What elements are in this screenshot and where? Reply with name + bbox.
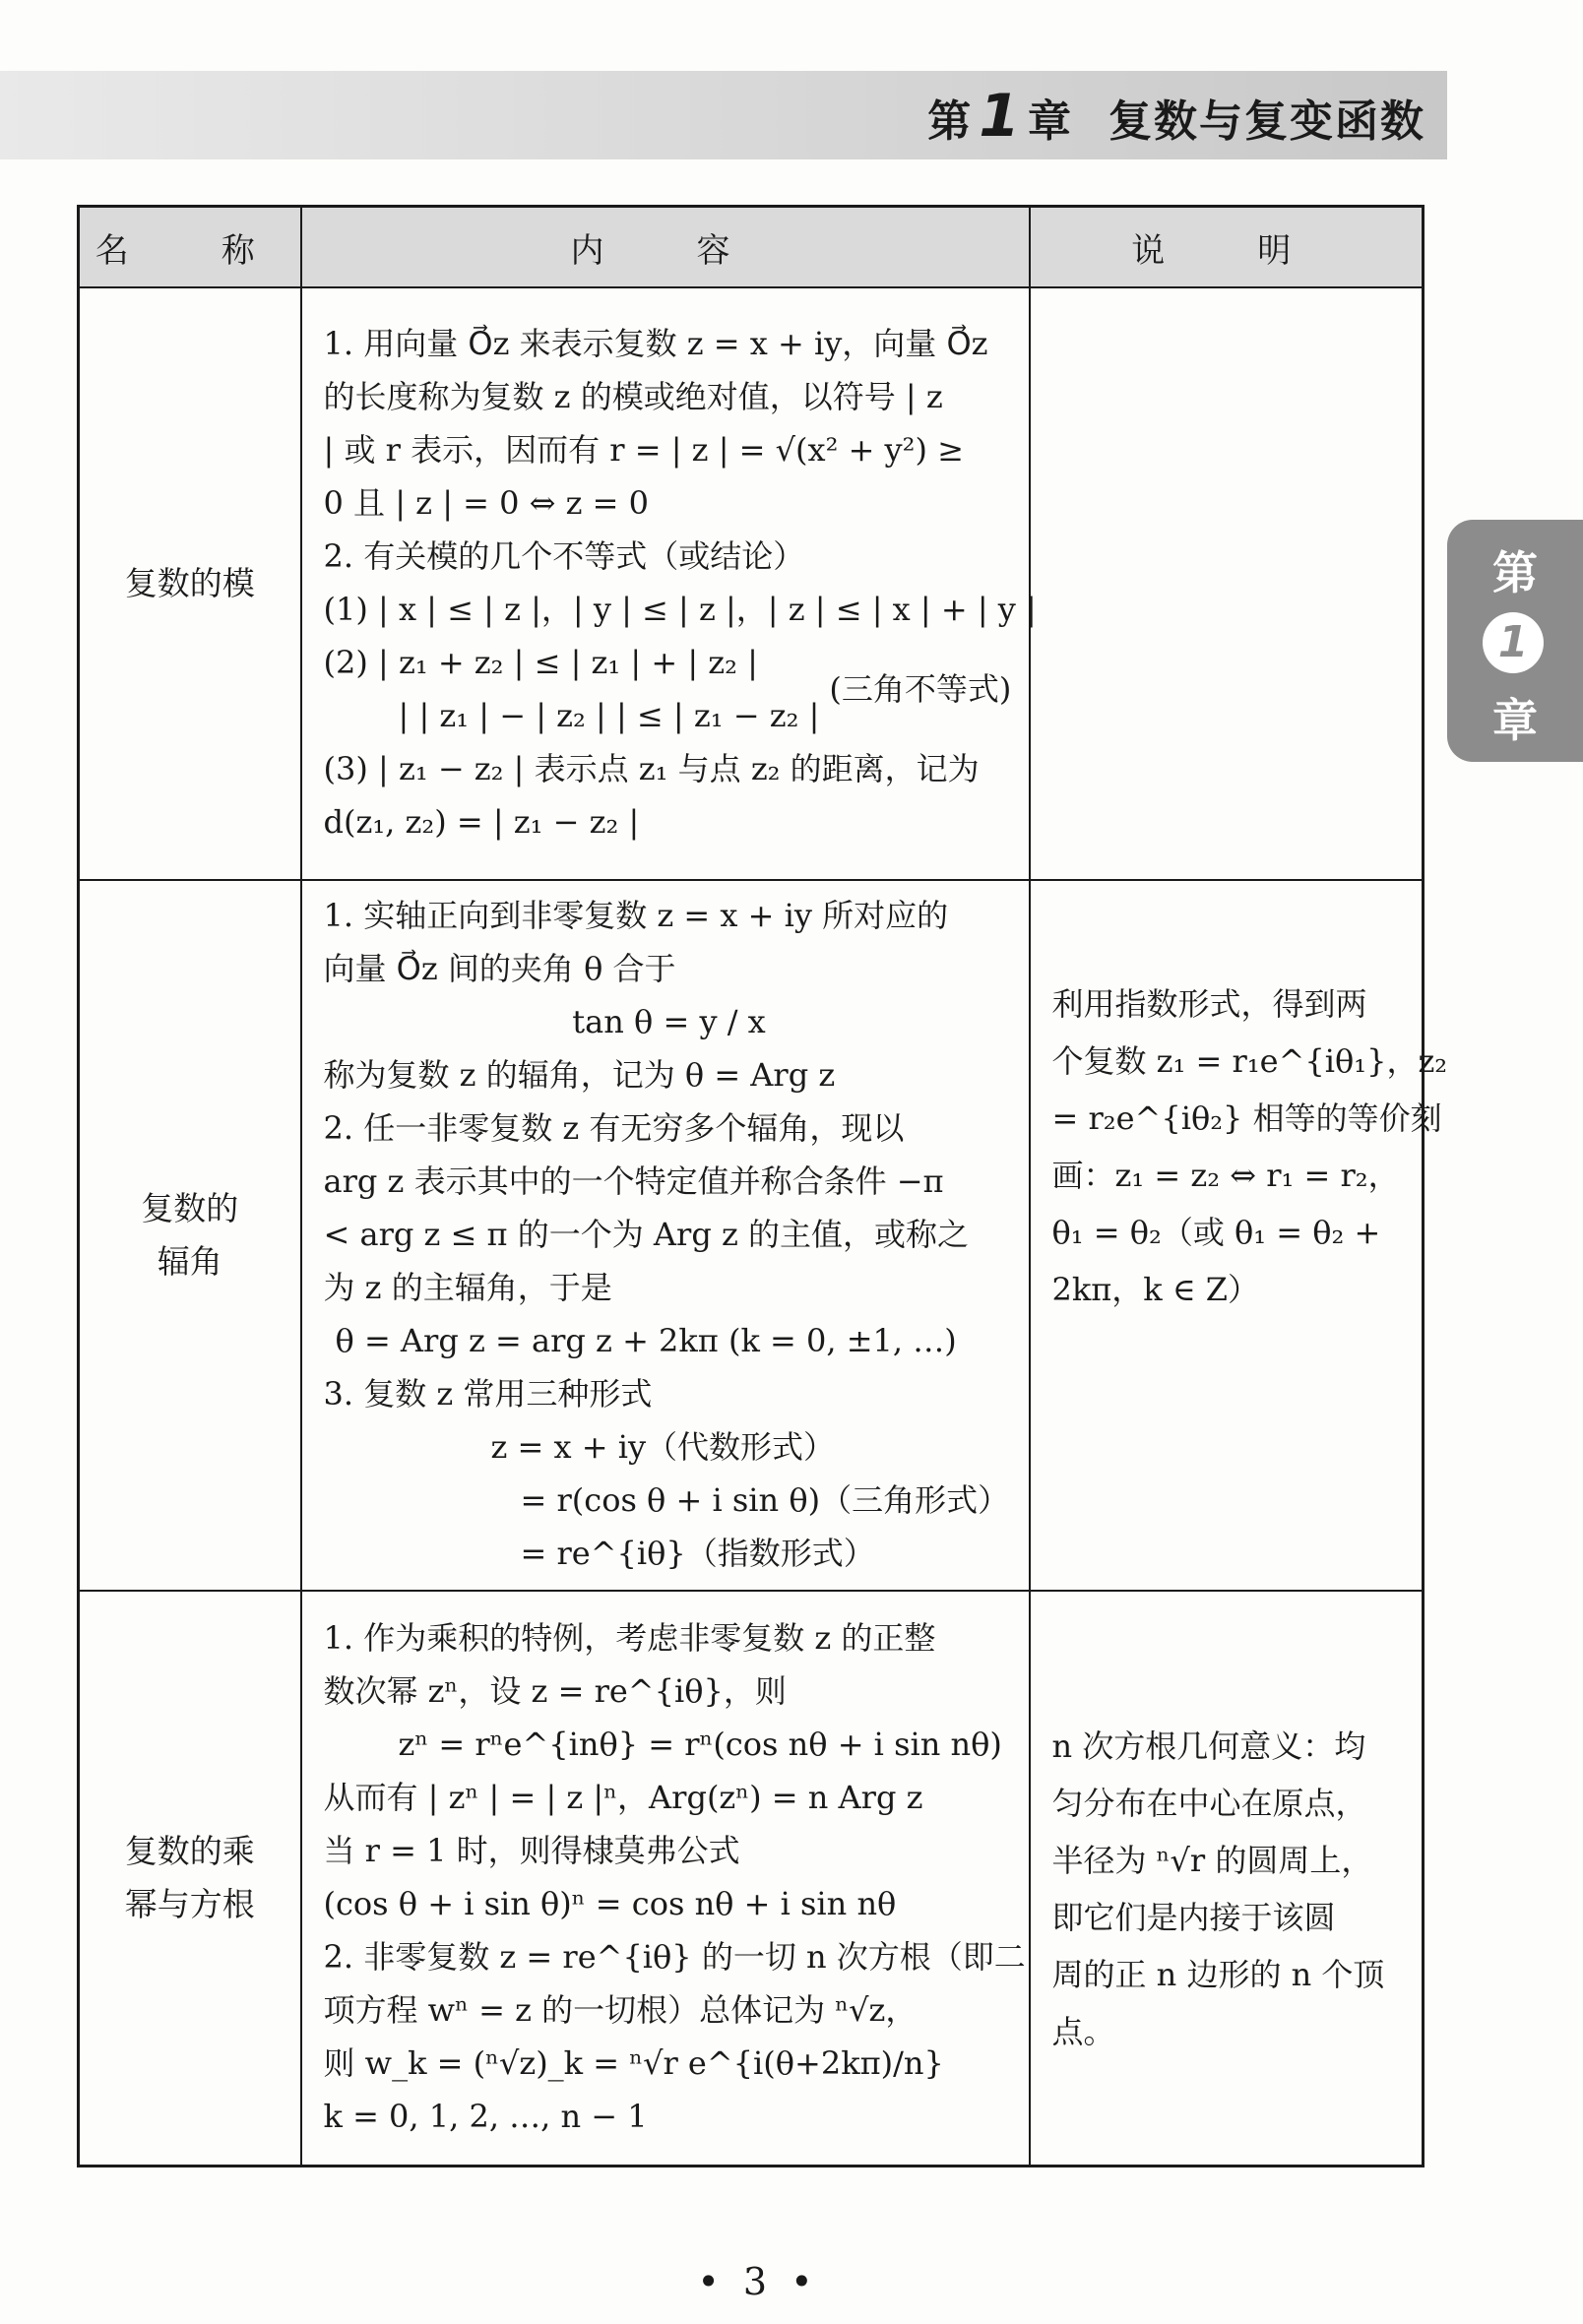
note-line: 即它们是内接于该圆 — [1051, 1899, 1336, 1936]
triangle-inequality-group — [324, 636, 1015, 742]
content-line: 则 w_k = (ⁿ√z)_k = ⁿ√r e^{i(θ+2kπ)/n} — [323, 2043, 944, 2082]
chapter-side-tab[interactable] — [1447, 520, 1583, 762]
content-line: arg z 表示其中的一个特定值并称合条件 −π — [323, 1162, 944, 1200]
note-line: 周的正 n 边形的 n 个顶 — [1051, 1956, 1385, 1993]
row-name-text: 辐角 — [157, 1242, 222, 1281]
content-line: zⁿ = rⁿe^{inθ} = rⁿ(cos nθ + i sin nθ) — [398, 1725, 1002, 1763]
row-content — [301, 287, 1037, 880]
content-line: (2) | z₁ + z₂ | ≤ | z₁ | + | z₂ | — [323, 644, 758, 681]
content-line: 1. 作为乘积的特例，考虑非零复数 z 的正整 — [323, 1618, 936, 1657]
content-line: k = 0, 1, 2, …, n − 1 — [323, 2097, 648, 2135]
row-name-text: 复数的 — [141, 1189, 239, 1227]
table-row — [79, 880, 1424, 1591]
header-note: 说 明 — [1030, 207, 1424, 288]
content-line: 项方程 wⁿ = z 的一切根）总体记为 ⁿ√z， — [323, 1990, 918, 2029]
summary-table — [77, 205, 1448, 2167]
note-line: n 次方根几何意义：均 — [1051, 1727, 1366, 1765]
side-tab-top: 第 — [1492, 546, 1538, 599]
content-line: 0 且 | z | = 0 ⇔ z = 0 — [323, 484, 650, 522]
note-line: 画：z₁ = z₂ ⇔ r₁ = r₂， — [1051, 1157, 1400, 1194]
content-line: 为 z 的主辐角，于是 — [323, 1269, 612, 1306]
note-line: 2kπ，k ∈ Z） — [1051, 1271, 1259, 1308]
row-name — [79, 1591, 301, 2166]
content-line: 1. 用向量 O⃗z 来表示复数 z = x + iy，向量 O⃗z — [323, 325, 988, 362]
chapter-suffix: 章 — [1028, 96, 1073, 147]
note-line: 半径为 ⁿ√r 的圆周上， — [1051, 1842, 1373, 1879]
chapter-title — [927, 82, 1425, 151]
note-line: 点。 — [1051, 2013, 1115, 2050]
content-line: | 或 r 表示，因而有 r = | z | = √(x² + y²) ≥ — [323, 431, 964, 469]
row-name-text: 幂与方根 — [124, 1884, 255, 1923]
page-number: • 3 • — [697, 2260, 819, 2303]
content-line: 称为复数 z 的辐角，记为 θ = Arg z — [323, 1056, 836, 1094]
table-row — [79, 287, 1424, 880]
row-name — [79, 287, 301, 880]
table-row — [79, 1591, 1424, 2166]
triangle-inequality-label: (三角不等式) — [829, 670, 1012, 708]
content-line: (cos θ + i sin θ)ⁿ = cos nθ + i sin nθ — [323, 1884, 897, 1922]
content-line: z = x + iy（代数形式） — [490, 1428, 836, 1466]
table-header-row — [79, 207, 1424, 288]
note-line: 个复数 z₁ = r₁e^{iθ₁}，z₂ — [1051, 1042, 1448, 1080]
row-name-text: 复数的模 — [124, 564, 255, 602]
row-content — [301, 880, 1030, 1591]
row-name-text: 复数的乘 — [124, 1831, 255, 1870]
content-line: 当 r = 1 时，则得棣莫弗公式 — [323, 1831, 740, 1869]
chapter-prefix: 第 — [927, 96, 974, 147]
content-line: θ = Arg z = arg z + 2kπ (k = 0, ±1, …) — [335, 1322, 957, 1359]
content-line: = re^{iθ}（指数形式） — [520, 1535, 875, 1572]
content-line: 2. 有关模的几个不等式（或结论） — [323, 537, 805, 575]
side-tab-number: 1 — [1483, 612, 1544, 673]
content-line: | | z₁ | − | z₂ | | ≤ | z₁ − z₂ | — [398, 697, 820, 734]
content-line: (1) | x | ≤ | z |，| y | ≤ | z |，| z | ≤ | x | + | y | — [323, 591, 1037, 628]
note-line: = r₂e^{iθ₂} 相等的等价刻 — [1051, 1099, 1442, 1137]
row-name — [79, 880, 301, 1591]
chapter-number: 1 — [979, 82, 1022, 151]
content-line: (3) | z₁ − z₂ | 表示点 z₁ 与点 z₂ 的距离，记为 — [323, 750, 980, 787]
content-line: d(z₁, z₂) = | z₁ − z₂ | — [323, 803, 640, 841]
formula-tan: tan θ = y / x — [572, 1003, 766, 1040]
content-line: = r(cos θ + i sin θ)（三角形式） — [520, 1481, 1010, 1519]
row-note — [1030, 287, 1424, 880]
content-line: 从而有 | zⁿ | = | z |ⁿ，Arg(zⁿ) = n Arg z — [323, 1778, 923, 1816]
note-line: 匀分布在中心在原点， — [1051, 1785, 1367, 1822]
content-line: < arg z ≤ π 的一个为 Arg z 的主值，或称之 — [323, 1216, 970, 1253]
row-note — [1030, 1591, 1424, 2166]
content-line: 2. 非零复数 z = re^{iθ} 的一切 n 次方根（即二 — [323, 1937, 1026, 1976]
chapter-name: 复数与复变函数 — [1108, 96, 1425, 147]
header-content: 内 容 — [301, 207, 1030, 288]
content-line: 的长度称为复数 z 的模或绝对值，以符号 | z — [323, 378, 943, 415]
row-content — [301, 1591, 1030, 2166]
content-line: 向量 O⃗z 间的夹角 θ 合于 — [323, 950, 676, 987]
content-line: 1. 实轴正向到非零复数 z = x + iy 所对应的 — [323, 897, 949, 934]
row-note — [1030, 880, 1448, 1591]
content-line: 2. 任一非零复数 z 有无穷多个辐角，现以 — [323, 1109, 905, 1147]
side-tab-bottom: 章 — [1492, 694, 1538, 747]
content-line: 3. 复数 z 常用三种形式 — [323, 1375, 653, 1413]
note-line: θ₁ = θ₂（或 θ₁ = θ₂ + — [1051, 1214, 1381, 1251]
note-line: 利用指数形式，得到两 — [1051, 985, 1367, 1023]
content-line: 数次幂 zⁿ，设 z = re^{iθ}，则 — [323, 1671, 787, 1710]
header-name: 名 称 — [79, 207, 301, 288]
